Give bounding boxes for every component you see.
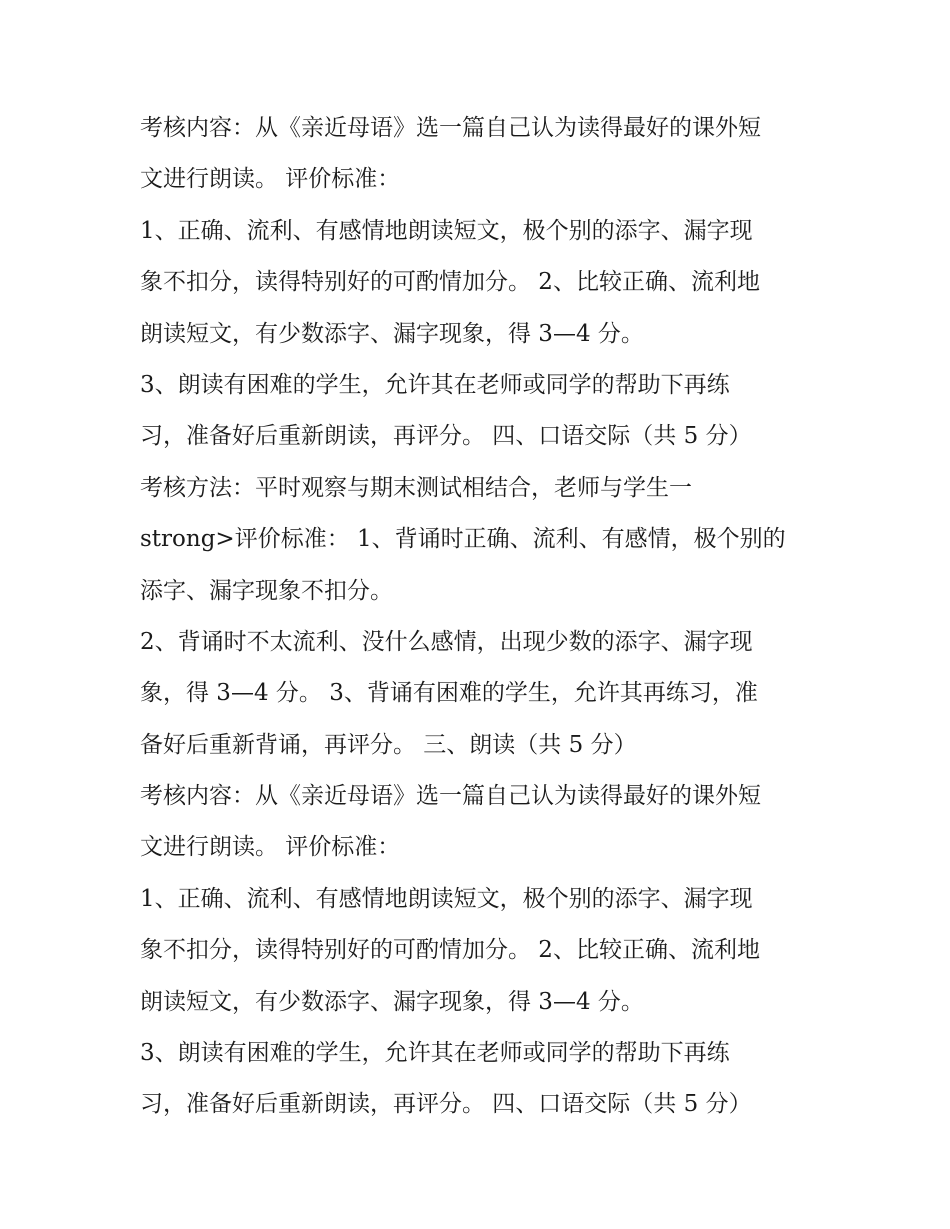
text-line: 习，准备好后重新朗读，再评分。 四、口语交际（共 5 分） xyxy=(140,1091,752,1118)
text-line: 3、朗读有困难的学生，允许其在老师或同学的帮助下再练 xyxy=(140,371,730,398)
text-line: 朗读短文，有少数添字、漏字现象，得 3—4 分。 xyxy=(140,320,644,347)
text-line: 文进行朗读。 评价标准： xyxy=(140,834,401,861)
document-body xyxy=(140,103,820,1131)
text-line: 考核内容：从《亲近母语》选一篇自己认为读得最好的课外短 xyxy=(140,115,761,141)
text-line: 象不扣分，读得特别好的可酌情加分。 2、比较正确、流利地 xyxy=(140,269,760,296)
text-line: 1、正确、流利、有感情地朗读短文，极个别的添字、漏字现 xyxy=(140,217,753,244)
text-line: 考核方法：平时观察与期末测试相结合，老师与学生一 xyxy=(140,474,692,501)
text-line: 象，得 3—4 分。 3、背诵有困难的学生，允许其再练习，准 xyxy=(140,680,758,707)
text-line: 习，准备好后重新朗读，再评分。 四、口语交际（共 5 分） xyxy=(140,423,752,450)
text-line: 1、正确、流利、有感情地朗读短文，极个别的添字、漏字现 xyxy=(140,885,753,912)
text-line: 象不扣分，读得特别好的可酌情加分。 2、比较正确、流利地 xyxy=(140,937,760,964)
text-line: 文进行朗读。 评价标准： xyxy=(140,166,401,193)
text-line: 添字、漏字现象不扣分。 xyxy=(140,577,393,604)
text-line: 朗读短文，有少数添字、漏字现象，得 3—4 分。 xyxy=(140,988,644,1015)
text-line: 3、朗读有困难的学生，允许其在老师或同学的帮助下再练 xyxy=(140,1040,730,1067)
text-line: 2、背诵时不太流利、没什么感情，出现少数的添字、漏字现 xyxy=(140,628,753,655)
text-line: 备好后重新背诵，再评分。 三、朗读（共 5 分） xyxy=(140,731,637,758)
text-line: 考核内容：从《亲近母语》选一篇自己认为读得最好的课外短 xyxy=(140,783,761,810)
text-line: strong>评价标准： 1、背诵时正确、流利、有感情，极个别的 xyxy=(140,526,786,553)
